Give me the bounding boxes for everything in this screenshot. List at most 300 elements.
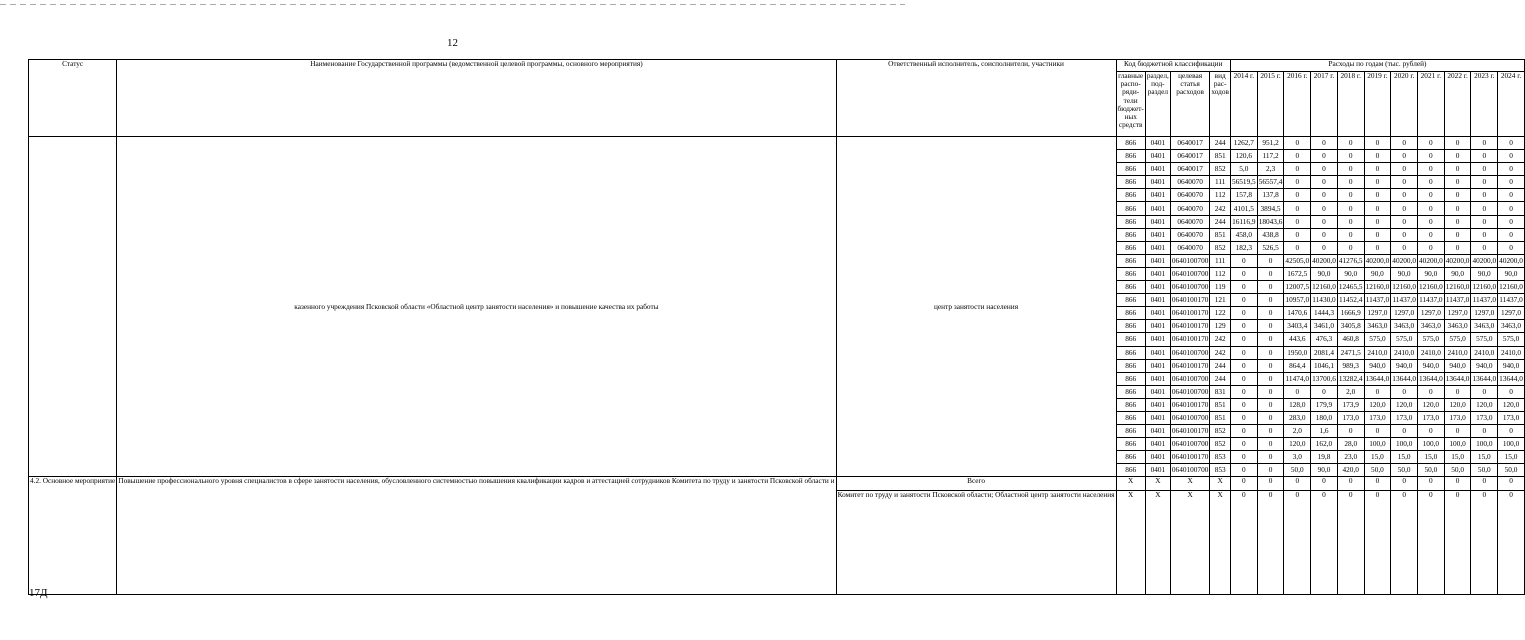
value-cell: 0 xyxy=(1311,241,1338,254)
code-cell: 866 xyxy=(1116,359,1145,372)
code-cell: 112 xyxy=(1210,189,1231,202)
value-cell: 0 xyxy=(1391,163,1418,176)
value-cell: 0 xyxy=(1284,189,1311,202)
value-cell: 0 xyxy=(1471,202,1498,215)
value-cell: 0 xyxy=(1418,385,1445,398)
header-year: 2015 г. xyxy=(1257,72,1284,137)
code-cell: 244 xyxy=(1210,215,1231,228)
value-cell: 3463,0 xyxy=(1364,320,1391,333)
responsible-cell: центр занятости населения xyxy=(836,137,1116,477)
code-cell: 119 xyxy=(1210,281,1231,294)
value-cell: 12160,0 xyxy=(1418,281,1445,294)
code-cell: 866 xyxy=(1116,281,1145,294)
code-cell: 129 xyxy=(1210,320,1231,333)
value-cell: 0 xyxy=(1257,294,1284,307)
value-cell: 13644,0 xyxy=(1418,372,1445,385)
value-cell: 0 xyxy=(1391,202,1418,215)
value-cell: 0 xyxy=(1444,385,1471,398)
value-cell: 40200,0 xyxy=(1364,254,1391,267)
responsible-cell: Всего xyxy=(836,477,1116,490)
value-cell: 19,8 xyxy=(1311,451,1338,464)
code-cell: 0640100700 xyxy=(1170,385,1209,398)
value-cell: 0 xyxy=(1498,490,1525,594)
code-cell: 111 xyxy=(1210,254,1231,267)
header-year: 2020 г. xyxy=(1391,72,1418,137)
value-cell: 3461,0 xyxy=(1311,320,1338,333)
value-cell: 0 xyxy=(1230,333,1257,346)
value-cell: 1297,0 xyxy=(1498,307,1525,320)
code-cell: 111 xyxy=(1210,176,1231,189)
code-cell: 852 xyxy=(1210,163,1231,176)
value-cell: 0 xyxy=(1364,137,1391,150)
value-cell: 1046,1 xyxy=(1311,359,1338,372)
value-cell: 120,0 xyxy=(1471,398,1498,411)
value-cell: 3463,0 xyxy=(1444,320,1471,333)
value-cell: 0 xyxy=(1364,425,1391,438)
budget-table xyxy=(28,59,1525,595)
program-name-cell: казенного учреждения Псковской области «Областной центр занятости населения» и повышение качества их работы xyxy=(117,137,836,477)
header-csr: целевая статья расходов xyxy=(1170,72,1209,137)
value-cell: 15,0 xyxy=(1418,451,1445,464)
value-cell: 0 xyxy=(1257,320,1284,333)
value-cell: 40200,0 xyxy=(1471,254,1498,267)
value-cell: 120,0 xyxy=(1364,398,1391,411)
value-cell: 0 xyxy=(1337,490,1364,594)
code-cell: 853 xyxy=(1210,451,1231,464)
value-cell: 120,0 xyxy=(1391,398,1418,411)
value-cell: 1950,0 xyxy=(1284,346,1311,359)
value-cell: 0 xyxy=(1471,425,1498,438)
code-cell: 866 xyxy=(1116,438,1145,451)
value-cell: 56557,4 xyxy=(1257,176,1284,189)
value-cell: 0 xyxy=(1311,385,1338,398)
value-cell: 0 xyxy=(1230,411,1257,424)
code-cell: 0640100700 xyxy=(1170,267,1209,280)
value-cell: 90,0 xyxy=(1364,267,1391,280)
code-cell: X xyxy=(1170,477,1209,490)
value-cell: 0 xyxy=(1337,228,1364,241)
value-cell: 3463,0 xyxy=(1391,320,1418,333)
value-cell: 2410,0 xyxy=(1471,346,1498,359)
header-year: 2017 г. xyxy=(1311,72,1338,137)
value-cell: 0 xyxy=(1364,228,1391,241)
value-cell: 0 xyxy=(1364,241,1391,254)
value-cell: 0 xyxy=(1471,137,1498,150)
value-cell: 182,3 xyxy=(1230,241,1257,254)
code-cell: 0640100170 xyxy=(1170,398,1209,411)
value-cell: 50,0 xyxy=(1444,464,1471,477)
value-cell: 173,0 xyxy=(1391,411,1418,424)
value-cell: 0 xyxy=(1284,176,1311,189)
code-cell: 0640100170 xyxy=(1170,294,1209,307)
code-cell: 852 xyxy=(1210,241,1231,254)
value-cell: 90,0 xyxy=(1391,267,1418,280)
value-cell: 0 xyxy=(1498,137,1525,150)
code-cell: 852 xyxy=(1210,438,1231,451)
value-cell: 0 xyxy=(1498,202,1525,215)
value-cell: 0 xyxy=(1311,189,1338,202)
value-cell: 18043,6 xyxy=(1257,215,1284,228)
value-cell: 50,0 xyxy=(1284,464,1311,477)
value-cell: 0 xyxy=(1230,385,1257,398)
value-cell: 0 xyxy=(1391,228,1418,241)
value-cell: 0 xyxy=(1498,150,1525,163)
value-cell: 12160,0 xyxy=(1498,281,1525,294)
code-cell: 851 xyxy=(1210,150,1231,163)
value-cell: 179,9 xyxy=(1311,398,1338,411)
value-cell: 90,0 xyxy=(1418,267,1445,280)
value-cell: 3,0 xyxy=(1284,451,1311,464)
value-cell: 0 xyxy=(1337,137,1364,150)
value-cell: 13282,4 xyxy=(1337,372,1364,385)
value-cell: 0 xyxy=(1337,150,1364,163)
table-row xyxy=(29,477,1525,490)
value-cell: 420,0 xyxy=(1337,464,1364,477)
value-cell: 0 xyxy=(1471,241,1498,254)
value-cell: 0 xyxy=(1284,150,1311,163)
code-cell: 866 xyxy=(1116,333,1145,346)
value-cell: 1297,0 xyxy=(1391,307,1418,320)
value-cell: 90,0 xyxy=(1337,267,1364,280)
code-cell: X xyxy=(1116,477,1145,490)
value-cell: 50,0 xyxy=(1498,464,1525,477)
value-cell: 90,0 xyxy=(1444,267,1471,280)
value-cell: 0 xyxy=(1444,241,1471,254)
code-cell: 852 xyxy=(1210,425,1231,438)
value-cell: 0 xyxy=(1337,425,1364,438)
value-cell: 0 xyxy=(1230,451,1257,464)
value-cell: 864,4 xyxy=(1284,359,1311,372)
footer-code: 17Д xyxy=(29,587,48,599)
code-cell: X xyxy=(1210,490,1231,594)
code-cell: 866 xyxy=(1116,163,1145,176)
value-cell: 15,0 xyxy=(1498,451,1525,464)
value-cell: 0 xyxy=(1444,137,1471,150)
code-cell: 866 xyxy=(1116,464,1145,477)
value-cell: 0 xyxy=(1257,333,1284,346)
code-cell: 0401 xyxy=(1145,215,1170,228)
value-cell: 0 xyxy=(1257,425,1284,438)
value-cell: 40200,0 xyxy=(1418,254,1445,267)
code-cell: 0401 xyxy=(1145,241,1170,254)
value-cell: 0 xyxy=(1418,137,1445,150)
value-cell: 11474,0 xyxy=(1284,372,1311,385)
value-cell: 42505,0 xyxy=(1284,254,1311,267)
page-number: 12 xyxy=(447,37,458,49)
code-cell: 0401 xyxy=(1145,464,1170,477)
value-cell: 3894,5 xyxy=(1257,202,1284,215)
value-cell: 0 xyxy=(1471,228,1498,241)
value-cell: 12160,0 xyxy=(1391,281,1418,294)
value-cell: 438,8 xyxy=(1257,228,1284,241)
code-cell: 866 xyxy=(1116,411,1145,424)
value-cell: 0 xyxy=(1257,464,1284,477)
table-row xyxy=(29,137,1525,150)
value-cell: 90,0 xyxy=(1311,267,1338,280)
code-cell: 0640100170 xyxy=(1170,451,1209,464)
code-cell: 851 xyxy=(1210,228,1231,241)
value-cell: 0 xyxy=(1230,281,1257,294)
code-cell: 866 xyxy=(1116,215,1145,228)
value-cell: 173,9 xyxy=(1337,398,1364,411)
value-cell: 0 xyxy=(1284,202,1311,215)
value-cell: 0 xyxy=(1311,477,1338,490)
value-cell: 1,6 xyxy=(1311,425,1338,438)
value-cell: 180,0 xyxy=(1311,411,1338,424)
header-vr: вид рас-ходов xyxy=(1210,72,1231,137)
value-cell: 0 xyxy=(1257,438,1284,451)
value-cell: 2,3 xyxy=(1257,163,1284,176)
value-cell: 0 xyxy=(1444,477,1471,490)
value-cell: 0 xyxy=(1498,385,1525,398)
value-cell: 3403,4 xyxy=(1284,320,1311,333)
code-cell: 0401 xyxy=(1145,411,1170,424)
value-cell: 0 xyxy=(1391,215,1418,228)
value-cell: 0 xyxy=(1311,163,1338,176)
value-cell: 0 xyxy=(1364,215,1391,228)
value-cell: 0 xyxy=(1444,163,1471,176)
value-cell: 0 xyxy=(1391,189,1418,202)
value-cell: 2410,0 xyxy=(1498,346,1525,359)
value-cell: 0 xyxy=(1391,490,1418,594)
code-cell: 0401 xyxy=(1145,372,1170,385)
code-cell: 866 xyxy=(1116,425,1145,438)
value-cell: 0 xyxy=(1257,398,1284,411)
header-year: 2014 г. xyxy=(1230,72,1257,137)
header-year: 2016 г. xyxy=(1284,72,1311,137)
value-cell: 120,0 xyxy=(1418,398,1445,411)
value-cell: 460,8 xyxy=(1337,333,1364,346)
code-cell: 0640070 xyxy=(1170,228,1209,241)
value-cell: 173,0 xyxy=(1364,411,1391,424)
value-cell: 120,0 xyxy=(1498,398,1525,411)
code-cell: 866 xyxy=(1116,398,1145,411)
value-cell: 100,0 xyxy=(1391,438,1418,451)
code-cell: 866 xyxy=(1116,320,1145,333)
value-cell: 0 xyxy=(1337,202,1364,215)
value-cell: 0 xyxy=(1284,241,1311,254)
value-cell: 0 xyxy=(1311,215,1338,228)
value-cell: 0 xyxy=(1257,385,1284,398)
value-cell: 575,0 xyxy=(1444,333,1471,346)
code-cell: 244 xyxy=(1210,372,1231,385)
header-year: 2022 г. xyxy=(1444,72,1471,137)
code-cell: 0401 xyxy=(1145,359,1170,372)
header-responsible: Ответственный исполнитель, соисполнители, участники xyxy=(836,60,1116,137)
value-cell: 15,0 xyxy=(1444,451,1471,464)
code-cell: 0401 xyxy=(1145,176,1170,189)
value-cell: 128,0 xyxy=(1284,398,1311,411)
value-cell: 41276,5 xyxy=(1337,254,1364,267)
value-cell: 0 xyxy=(1418,150,1445,163)
value-cell: 2410,0 xyxy=(1444,346,1471,359)
value-cell: 0 xyxy=(1391,425,1418,438)
code-cell: 0640070 xyxy=(1170,215,1209,228)
value-cell: 0 xyxy=(1311,228,1338,241)
value-cell: 0 xyxy=(1364,202,1391,215)
value-cell: 0 xyxy=(1230,490,1257,594)
value-cell: 0 xyxy=(1230,477,1257,490)
value-cell: 100,0 xyxy=(1471,438,1498,451)
code-cell: 0640017 xyxy=(1170,150,1209,163)
code-cell: 242 xyxy=(1210,202,1231,215)
code-cell: 0640100700 xyxy=(1170,254,1209,267)
code-cell: 0640070 xyxy=(1170,189,1209,202)
code-cell: 0401 xyxy=(1145,202,1170,215)
value-cell: 0 xyxy=(1230,267,1257,280)
code-cell: 0640100170 xyxy=(1170,425,1209,438)
value-cell: 1444,3 xyxy=(1311,307,1338,320)
value-cell: 0 xyxy=(1391,137,1418,150)
value-cell: 0 xyxy=(1257,281,1284,294)
value-cell: 1262,7 xyxy=(1230,137,1257,150)
value-cell: 4101,5 xyxy=(1230,202,1257,215)
value-cell: 0 xyxy=(1418,490,1445,594)
value-cell: 0 xyxy=(1257,490,1284,594)
value-cell: 283,0 xyxy=(1284,411,1311,424)
code-cell: 0640100170 xyxy=(1170,320,1209,333)
value-cell: 15,0 xyxy=(1391,451,1418,464)
value-cell: 162,0 xyxy=(1311,438,1338,451)
value-cell: 173,0 xyxy=(1418,411,1445,424)
value-cell: 1297,0 xyxy=(1364,307,1391,320)
value-cell: 12160,0 xyxy=(1444,281,1471,294)
code-cell: X xyxy=(1145,477,1170,490)
value-cell: 3463,0 xyxy=(1498,320,1525,333)
header-year: 2021 г. xyxy=(1418,72,1445,137)
value-cell: 0 xyxy=(1337,241,1364,254)
code-cell: 853 xyxy=(1210,464,1231,477)
value-cell: 0 xyxy=(1311,176,1338,189)
value-cell: 100,0 xyxy=(1364,438,1391,451)
value-cell: 0 xyxy=(1418,215,1445,228)
header-status: Статус xyxy=(29,60,117,137)
code-cell: 0640100700 xyxy=(1170,281,1209,294)
value-cell: 120,6 xyxy=(1230,150,1257,163)
responsible-cell: Комитет по труду и занятости Псковской области; Областной центр занятости населения xyxy=(836,490,1116,594)
block2-body xyxy=(29,477,1525,594)
value-cell: 0 xyxy=(1391,150,1418,163)
code-cell: 0640100700 xyxy=(1170,464,1209,477)
value-cell: 0 xyxy=(1364,163,1391,176)
status-cell xyxy=(29,137,117,477)
value-cell: 16116,9 xyxy=(1230,215,1257,228)
value-cell: 173,0 xyxy=(1498,411,1525,424)
value-cell: 0 xyxy=(1257,372,1284,385)
value-cell: 0 xyxy=(1471,477,1498,490)
value-cell: 0 xyxy=(1364,385,1391,398)
value-cell: 940,0 xyxy=(1444,359,1471,372)
value-cell: 0 xyxy=(1284,228,1311,241)
value-cell: 0 xyxy=(1444,228,1471,241)
code-cell: 122 xyxy=(1210,307,1231,320)
value-cell: 173,0 xyxy=(1444,411,1471,424)
code-cell: X xyxy=(1210,477,1231,490)
value-cell: 1297,0 xyxy=(1418,307,1445,320)
value-cell: 476,3 xyxy=(1311,333,1338,346)
code-cell: 866 xyxy=(1116,385,1145,398)
code-cell: 0640100700 xyxy=(1170,438,1209,451)
value-cell: 0 xyxy=(1364,490,1391,594)
block1-body xyxy=(29,137,1525,477)
code-cell: 831 xyxy=(1210,385,1231,398)
value-cell: 12160,0 xyxy=(1364,281,1391,294)
code-cell: 0401 xyxy=(1145,254,1170,267)
value-cell: 28,0 xyxy=(1337,438,1364,451)
value-cell: 15,0 xyxy=(1471,451,1498,464)
value-cell: 0 xyxy=(1284,490,1311,594)
value-cell: 2410,0 xyxy=(1418,346,1445,359)
value-cell: 137,8 xyxy=(1257,189,1284,202)
value-cell: 157,8 xyxy=(1230,189,1257,202)
code-cell: 0401 xyxy=(1145,163,1170,176)
value-cell: 11452,4 xyxy=(1337,294,1364,307)
value-cell: 0 xyxy=(1471,176,1498,189)
value-cell: 575,0 xyxy=(1498,333,1525,346)
value-cell: 0 xyxy=(1498,425,1525,438)
value-cell: 12465,5 xyxy=(1337,281,1364,294)
value-cell: 50,0 xyxy=(1364,464,1391,477)
code-cell: 0640017 xyxy=(1170,163,1209,176)
value-cell: 575,0 xyxy=(1391,333,1418,346)
value-cell: 0 xyxy=(1230,307,1257,320)
value-cell: 13700,6 xyxy=(1311,372,1338,385)
value-cell: 0 xyxy=(1418,425,1445,438)
value-cell: 0 xyxy=(1498,163,1525,176)
value-cell: 0 xyxy=(1230,254,1257,267)
value-cell: 2410,0 xyxy=(1364,346,1391,359)
value-cell: 0 xyxy=(1311,150,1338,163)
value-cell: 0 xyxy=(1391,385,1418,398)
value-cell: 0 xyxy=(1257,307,1284,320)
code-cell: 866 xyxy=(1116,451,1145,464)
value-cell: 23,0 xyxy=(1337,451,1364,464)
code-cell: 0401 xyxy=(1145,267,1170,280)
value-cell: 0 xyxy=(1337,215,1364,228)
code-cell: 851 xyxy=(1210,398,1231,411)
value-cell: 1470,6 xyxy=(1284,307,1311,320)
value-cell: 0 xyxy=(1418,163,1445,176)
value-cell: 1297,0 xyxy=(1471,307,1498,320)
value-cell: 0 xyxy=(1444,202,1471,215)
value-cell: 173,0 xyxy=(1471,411,1498,424)
value-cell: 0 xyxy=(1311,137,1338,150)
value-cell: 0 xyxy=(1471,150,1498,163)
value-cell: 0 xyxy=(1337,189,1364,202)
code-cell: 0401 xyxy=(1145,333,1170,346)
value-cell: 0 xyxy=(1418,477,1445,490)
value-cell: 0 xyxy=(1498,241,1525,254)
value-cell: 0 xyxy=(1230,398,1257,411)
code-cell: 0401 xyxy=(1145,281,1170,294)
code-cell: 0640100700 xyxy=(1170,372,1209,385)
value-cell: 0 xyxy=(1444,425,1471,438)
code-cell: 866 xyxy=(1116,176,1145,189)
value-cell: 0 xyxy=(1337,477,1364,490)
value-cell: 2,0 xyxy=(1337,385,1364,398)
value-cell: 11437,0 xyxy=(1498,294,1525,307)
value-cell: 50,0 xyxy=(1471,464,1498,477)
header-year: 2018 г. xyxy=(1337,72,1364,137)
value-cell: 3463,0 xyxy=(1418,320,1445,333)
value-cell: 40200,0 xyxy=(1391,254,1418,267)
value-cell: 0 xyxy=(1230,425,1257,438)
code-cell: X xyxy=(1170,490,1209,594)
code-cell: 0401 xyxy=(1145,398,1170,411)
value-cell: 11437,0 xyxy=(1391,294,1418,307)
value-cell: 575,0 xyxy=(1418,333,1445,346)
value-cell: 0 xyxy=(1337,163,1364,176)
